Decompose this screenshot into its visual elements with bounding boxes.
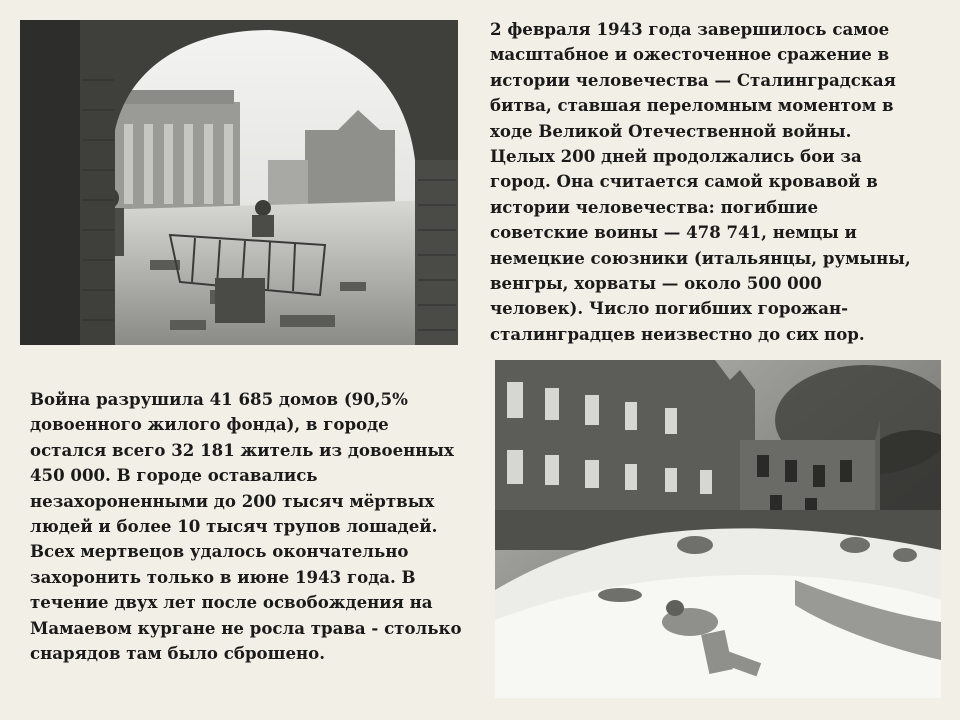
intro-paragraph: 2 февраля 1943 года завершилось самое масштабное и ожесточенное сражение в истории человечества — Сталинградская битва, ставшая переломным моментом в ходе Великой Отечественной войны. Целых 200 дней продолжались бои за город. Она считается самой кровавой в истории человечества: погибшие советские воины — 478 741, немцы и немецкие союзники (итальянцы, румыны, венгры, хорваты — около 500 000 человек). Число погибших горожан-сталинградцев неизвестно до сих пор. (490, 19, 911, 344)
photo-ruined-arch (20, 20, 458, 345)
photo-ruined-building (495, 360, 941, 698)
destruction-paragraph: Война разрушила 41 685 домов (90,5% довоенного жилого фонда), в городе остался всего 32 181 житель из довоенных 450 000. В городе оставались незахороненными до 200 тысяч мёртвых людей и более 10 тысяч трупов лошадей. Всех мертвецов удалось окончательно захоронить только в июне 1943 года. В течение двух лет после освобождения на Мамаевом кургане не росла трава - столько снарядов там было сброшено. (30, 389, 462, 664)
